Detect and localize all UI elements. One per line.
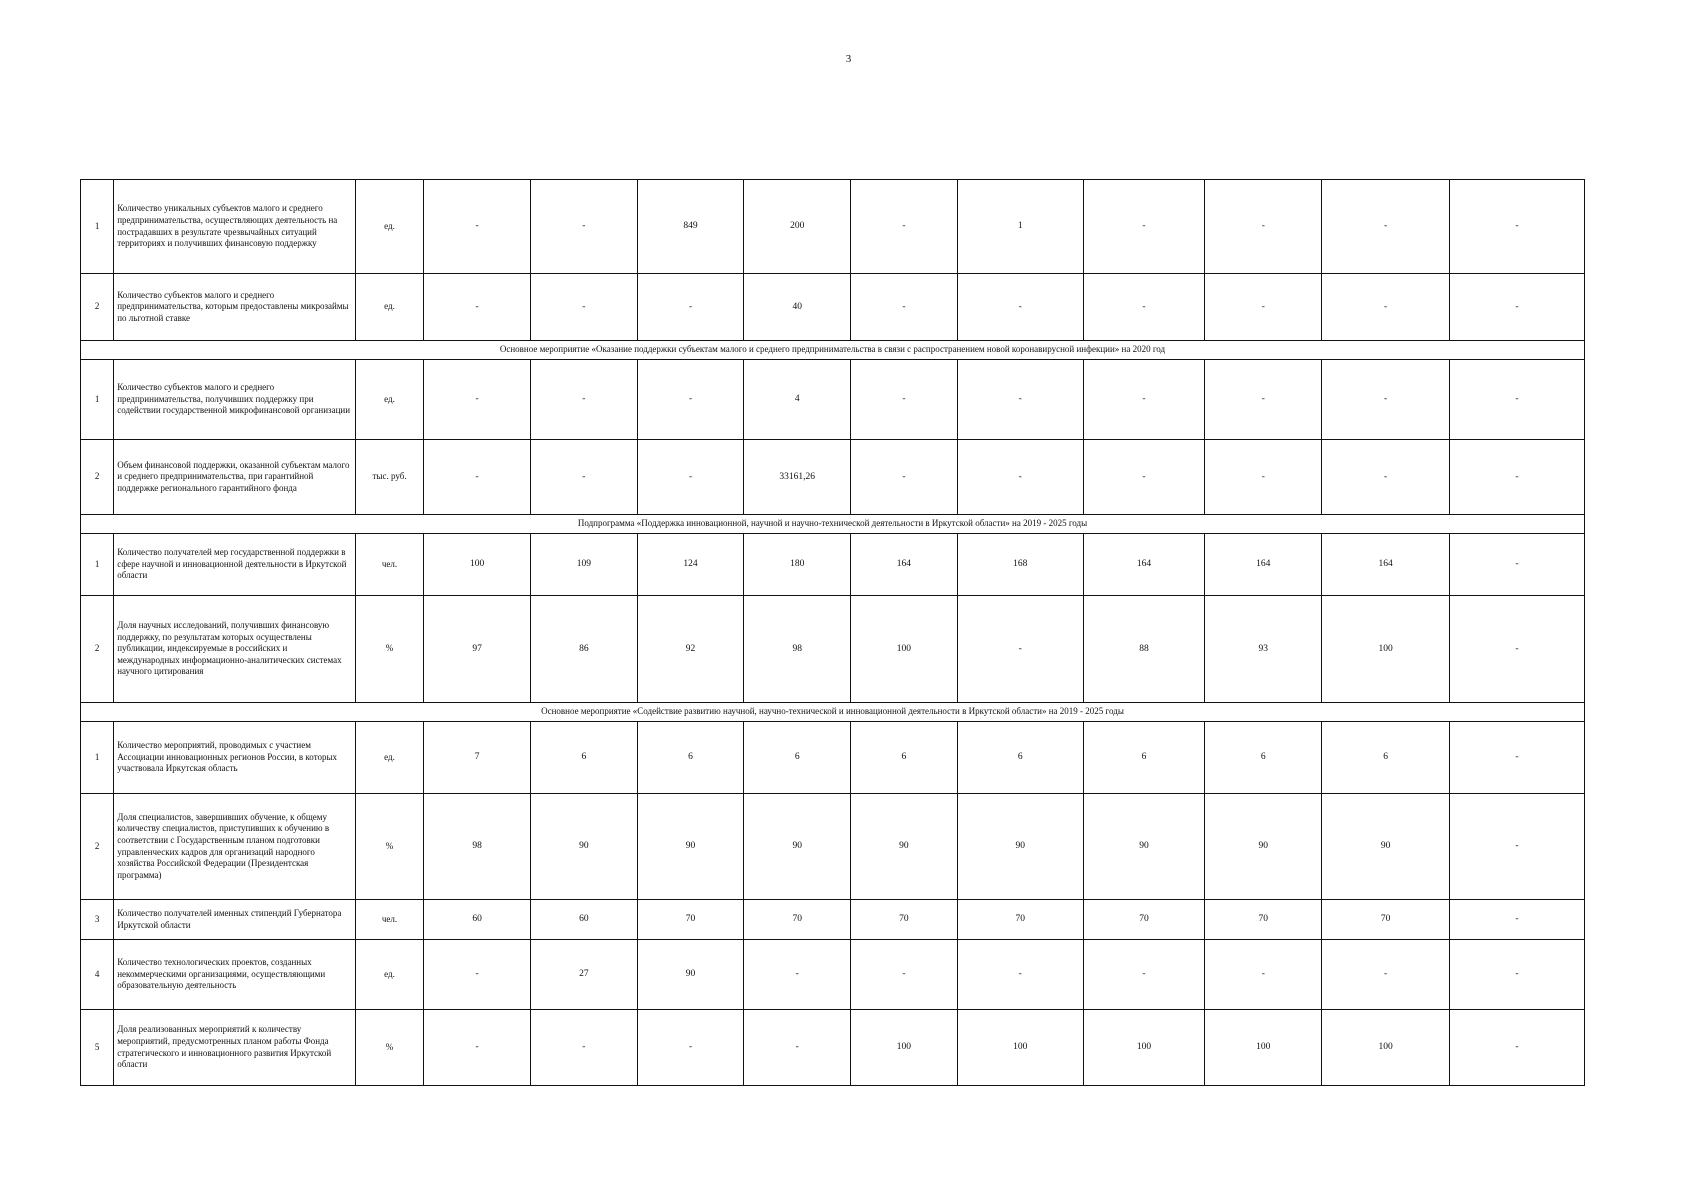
value-cell: - xyxy=(957,940,1083,1010)
value-cell: - xyxy=(744,1010,851,1086)
row-number: 2 xyxy=(81,794,114,900)
indicator-name: Доля специалистов, завершивших обучение, к общему количеству специалистов, приступивших к обучению в соответствии с Государственным планом подготовки управленческих кадров для организаций народного хозяйства Российской Федерации (Президентская программа) xyxy=(114,794,356,900)
value-cell: 6 xyxy=(1083,722,1205,794)
value-cell: - xyxy=(1322,274,1450,341)
indicator-name: Доля реализованных мероприятий к количеству мероприятий, предусмотренных планом работы Фонда стратегического и инновационного развития Иркутской области xyxy=(114,1010,356,1086)
value-cell: - xyxy=(851,940,958,1010)
value-cell: - xyxy=(637,1010,744,1086)
value-cell: - xyxy=(1322,940,1450,1010)
value-cell: 70 xyxy=(1083,900,1205,940)
section-header-row xyxy=(81,703,1585,722)
value-cell: 90 xyxy=(637,940,744,1010)
value-cell: - xyxy=(1450,940,1585,1010)
value-cell: 70 xyxy=(744,900,851,940)
value-cell: - xyxy=(530,180,637,274)
indicator-name: Количество уникальных субъектов малого и среднего предпринимательства, осуществляющих деятельность на пострадавших в результате чрезвычайных ситуаций территориях и получивших финансовую поддержку xyxy=(114,180,356,274)
value-cell: - xyxy=(424,440,531,515)
value-cell: 90 xyxy=(637,794,744,900)
value-cell: - xyxy=(424,360,531,440)
value-cell: - xyxy=(957,274,1083,341)
value-cell: - xyxy=(530,440,637,515)
value-cell: 7 xyxy=(424,722,531,794)
value-cell: - xyxy=(1205,274,1322,341)
value-cell: 100 xyxy=(851,596,958,703)
value-cell: - xyxy=(851,274,958,341)
value-cell: 60 xyxy=(424,900,531,940)
row-number: 2 xyxy=(81,596,114,703)
value-cell: - xyxy=(1205,440,1322,515)
table-row xyxy=(81,596,1585,703)
value-cell: 6 xyxy=(744,722,851,794)
section-header-row xyxy=(81,515,1585,534)
value-cell: - xyxy=(1450,440,1585,515)
value-cell: 100 xyxy=(1322,1010,1450,1086)
table-row xyxy=(81,794,1585,900)
row-number: 4 xyxy=(81,940,114,1010)
indicator-name: Количество мероприятий, проводимых с участием Ассоциации инновационных регионов России, в которых участвовала Иркутская область xyxy=(114,722,356,794)
value-cell: - xyxy=(957,596,1083,703)
value-cell: 100 xyxy=(1322,596,1450,703)
value-cell: - xyxy=(957,360,1083,440)
unit-cell: ед. xyxy=(355,360,423,440)
value-cell: 200 xyxy=(744,180,851,274)
table-row xyxy=(81,274,1585,341)
unit-cell: тыс. руб. xyxy=(355,440,423,515)
value-cell: 4 xyxy=(744,360,851,440)
value-cell: - xyxy=(1450,360,1585,440)
value-cell: 100 xyxy=(957,1010,1083,1086)
unit-cell: ед. xyxy=(355,940,423,1010)
value-cell: - xyxy=(424,940,531,1010)
value-cell: - xyxy=(1083,180,1205,274)
unit-cell: чел. xyxy=(355,534,423,596)
table-row xyxy=(81,900,1585,940)
table-row xyxy=(81,722,1585,794)
value-cell: 90 xyxy=(1083,794,1205,900)
value-cell: 100 xyxy=(1083,1010,1205,1086)
value-cell: 33161,26 xyxy=(744,440,851,515)
value-cell: - xyxy=(1205,940,1322,1010)
value-cell: 164 xyxy=(851,534,958,596)
value-cell: 90 xyxy=(1205,794,1322,900)
value-cell: - xyxy=(1083,274,1205,341)
value-cell: - xyxy=(637,274,744,341)
section-title: Подпрограмма «Поддержка инновационной, научной и научно-технической деятельности в Иркутской области» на 2019 - 2025 годы xyxy=(81,515,1585,534)
value-cell: - xyxy=(1205,180,1322,274)
value-cell: - xyxy=(1322,440,1450,515)
value-cell: - xyxy=(1450,794,1585,900)
value-cell: 180 xyxy=(744,534,851,596)
row-number: 1 xyxy=(81,360,114,440)
value-cell: - xyxy=(1083,440,1205,515)
value-cell: - xyxy=(1083,940,1205,1010)
indicator-name: Доля научных исследований, получивших финансовую поддержку, по результатам которых осуществлены публикации, индексируемые в российских и международных информационно-аналитических системах научного цитирования xyxy=(114,596,356,703)
value-cell: 6 xyxy=(1205,722,1322,794)
row-number: 1 xyxy=(81,180,114,274)
value-cell: 90 xyxy=(957,794,1083,900)
value-cell: - xyxy=(1450,180,1585,274)
value-cell: - xyxy=(851,440,958,515)
row-number: 2 xyxy=(81,274,114,341)
value-cell: - xyxy=(744,940,851,1010)
value-cell: 849 xyxy=(637,180,744,274)
value-cell: - xyxy=(1083,360,1205,440)
table-row xyxy=(81,440,1585,515)
value-cell: 164 xyxy=(1322,534,1450,596)
value-cell: - xyxy=(637,440,744,515)
value-cell: - xyxy=(530,360,637,440)
value-cell: - xyxy=(851,180,958,274)
value-cell: - xyxy=(530,1010,637,1086)
value-cell: 124 xyxy=(637,534,744,596)
value-cell: 90 xyxy=(1322,794,1450,900)
value-cell: 6 xyxy=(1322,722,1450,794)
indicators-table xyxy=(80,179,1585,1086)
row-number: 5 xyxy=(81,1010,114,1086)
row-number: 1 xyxy=(81,534,114,596)
value-cell: - xyxy=(637,360,744,440)
indicator-name: Количество получателей мер государственной поддержки в сфере научной и инновационной деятельности в Иркутской области xyxy=(114,534,356,596)
unit-cell: чел. xyxy=(355,900,423,940)
indicator-name: Количество субъектов малого и среднего предпринимательства, получивших поддержку при содействии государственной микрофинансовой организации xyxy=(114,360,356,440)
value-cell: 90 xyxy=(851,794,958,900)
value-cell: - xyxy=(1322,180,1450,274)
value-cell: 88 xyxy=(1083,596,1205,703)
value-cell: 168 xyxy=(957,534,1083,596)
value-cell: 70 xyxy=(851,900,958,940)
value-cell: 109 xyxy=(530,534,637,596)
value-cell: 70 xyxy=(1205,900,1322,940)
value-cell: - xyxy=(424,1010,531,1086)
value-cell: 90 xyxy=(744,794,851,900)
value-cell: 6 xyxy=(957,722,1083,794)
value-cell: 100 xyxy=(424,534,531,596)
value-cell: 164 xyxy=(1083,534,1205,596)
row-number: 2 xyxy=(81,440,114,515)
value-cell: 40 xyxy=(744,274,851,341)
unit-cell: % xyxy=(355,596,423,703)
table-row xyxy=(81,180,1585,274)
table-row xyxy=(81,1010,1585,1086)
value-cell: - xyxy=(957,440,1083,515)
page-number: 3 xyxy=(845,53,852,65)
value-cell: 86 xyxy=(530,596,637,703)
value-cell: 6 xyxy=(851,722,958,794)
value-cell: - xyxy=(424,274,531,341)
unit-cell: ед. xyxy=(355,180,423,274)
table-body xyxy=(81,180,1585,1086)
section-title: Основное мероприятие «Оказание поддержки субъектам малого и среднего предпринимательства в связи с распространением новой коронавирусной инфекции» на 2020 год xyxy=(81,341,1585,360)
value-cell: 27 xyxy=(530,940,637,1010)
indicator-name: Количество получателей именных стипендий Губернатора Иркутской области xyxy=(114,900,356,940)
unit-cell: ед. xyxy=(355,274,423,341)
value-cell: 100 xyxy=(851,1010,958,1086)
value-cell: 60 xyxy=(530,900,637,940)
table-row xyxy=(81,360,1585,440)
indicator-name: Объем финансовой поддержки, оказанной субъектам малого и среднего предпринимательства, при гарантийной поддержке регионального гарантийного фонда xyxy=(114,440,356,515)
value-cell: 6 xyxy=(637,722,744,794)
section-header-row xyxy=(81,341,1585,360)
value-cell: 70 xyxy=(637,900,744,940)
table-row xyxy=(81,940,1585,1010)
unit-cell: ед. xyxy=(355,722,423,794)
indicator-name: Количество субъектов малого и среднего предпринимательства, которым предоставлены микрозаймы по льготной ставке xyxy=(114,274,356,341)
indicator-name: Количество технологических проектов, созданных некоммерческими организациями, осуществляющими образовательную деятельность xyxy=(114,940,356,1010)
unit-cell: % xyxy=(355,794,423,900)
value-cell: 90 xyxy=(530,794,637,900)
value-cell: 164 xyxy=(1205,534,1322,596)
value-cell: 98 xyxy=(744,596,851,703)
value-cell: - xyxy=(530,274,637,341)
value-cell: - xyxy=(1450,722,1585,794)
value-cell: - xyxy=(1322,360,1450,440)
value-cell: 92 xyxy=(637,596,744,703)
value-cell: - xyxy=(1450,274,1585,341)
value-cell: - xyxy=(1450,1010,1585,1086)
section-title: Основное мероприятие «Содействие развитию научной, научно-технической и инновационной деятельности в Иркутской области» на 2019 - 2025 годы xyxy=(81,703,1585,722)
value-cell: 70 xyxy=(957,900,1083,940)
value-cell: 98 xyxy=(424,794,531,900)
value-cell: 97 xyxy=(424,596,531,703)
value-cell: 1 xyxy=(957,180,1083,274)
value-cell: - xyxy=(1450,596,1585,703)
value-cell: 100 xyxy=(1205,1010,1322,1086)
value-cell: - xyxy=(1205,360,1322,440)
value-cell: - xyxy=(851,360,958,440)
row-number: 1 xyxy=(81,722,114,794)
value-cell: 93 xyxy=(1205,596,1322,703)
value-cell: - xyxy=(424,180,531,274)
unit-cell: % xyxy=(355,1010,423,1086)
value-cell: 70 xyxy=(1322,900,1450,940)
value-cell: 6 xyxy=(530,722,637,794)
row-number: 3 xyxy=(81,900,114,940)
value-cell: - xyxy=(1450,534,1585,596)
table-row xyxy=(81,534,1585,596)
value-cell: - xyxy=(1450,900,1585,940)
